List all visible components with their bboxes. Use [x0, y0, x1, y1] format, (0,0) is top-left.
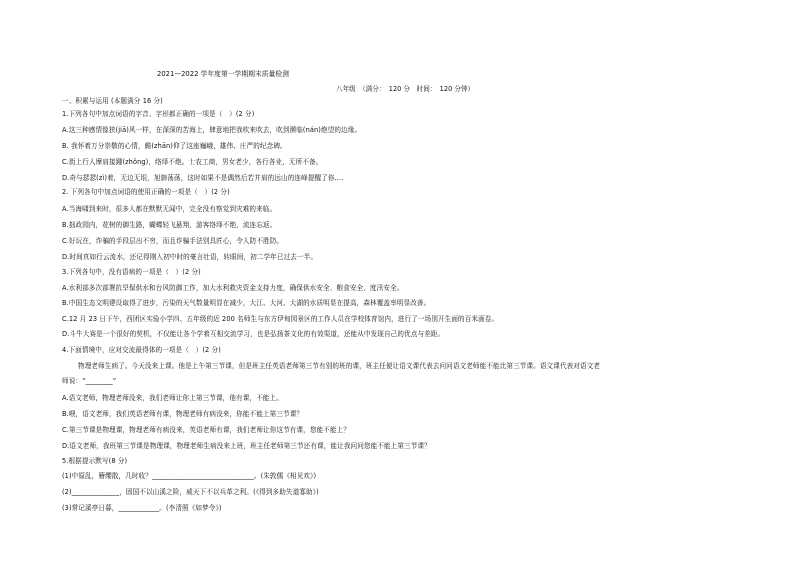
question-2: 2. 下列各句中加点词语的使用正确的一项是（ ）(2 分)	[62, 188, 230, 196]
question-1: 1.下列各句中加点词语的字音、字形都正确的一项是（ ）(2 分)	[62, 110, 255, 118]
q4-context-cont: 师说：“________”	[62, 377, 117, 385]
q4-option-c: C.第三节课是物理课，物理老师有病没来，英语老师有课，我们老师让你这节有课，您能不能上？	[62, 426, 351, 434]
q4-option-b: B.喂，语文老师，我们英语老师有课，物理老师有病没来，你能不能上第三节课？	[62, 410, 304, 418]
q2-option-c: C.好玩在，诈骗的手段层出不穷，而且诈骗手法别具匠心，令人防不胜防。	[62, 237, 284, 245]
q5-item-1: (1)中原乱，簪缨散，几时收？______________________________。(朱敦儒《相见欢》)	[62, 472, 317, 480]
q2-option-d: D.时间真如行云流水，还记得刚入初中时的豪言壮语，转眼间，初二学年已过去一半。	[62, 253, 318, 261]
q2-option-b: B.拙政园内，花树的御生路，蝴蝶轻飞悬翔，游客络绎不绝，流连忘返。	[62, 221, 277, 229]
q1-option-c: C.街上行人摩肩接踵(zhǒng)，络绎不绝。士农工商，男女老少，各行各业，无所不备。	[62, 158, 323, 166]
q5-item-2: (2)______________，固国不以山溪之险，威天下不以兵革之利。(《得到多助失道寡助》)	[62, 488, 319, 496]
q3-option-c: C.12 月 23 日下午，西团区实验小学四、五年级的近 200 名师生与东方伊甸园景区的工作人员在学校体育馆内，进行了一场别开生面的百米画卷。	[62, 315, 499, 323]
q1-option-b: B. 我怀着万分崇敬的心情，瞻(zhān)仰了这座巍峨、雄伟、庄严的纪念碑。	[62, 142, 287, 150]
q3-option-d: D.斗牛大赛是一个很好的契机，不仅能让各个学着互相交流学习，也是弘扬茶文化的有效渠道，还能从中发现自己的优点与差距。	[62, 330, 445, 338]
q2-option-a: A.当海啸到来时，很多人都在默默无闻中，完全没有察觉到灾难的来临。	[62, 205, 277, 213]
q3-option-b: B.中国生态文明建设取得了进步，污染的天气数量明显在减少，大江、大河、大湖的水质明显在提高，森林覆盖率明显改善。	[62, 299, 431, 307]
q1-option-a: A.这三种感情像狭(jiā)风一样，在深深的苦海上，肆意地把我吹来吹去，吹到濒临(nán)绝望的边缘。	[62, 126, 362, 134]
q4-option-a: A.语文老师，物理老师没来，我们老师让你上第三节课，他有课，不能上。	[62, 394, 283, 402]
q4-option-d: D.语文老师，我班第三节课是物理课，物理老师生病没来上班，班主任老师第三节还有课，能让我问问您能不能上第三节课？	[62, 442, 431, 450]
question-3: 3.下列各句中，没有语病的一项是（ ）(2 分)	[62, 268, 201, 276]
q5-item-3: (3)常记溪亭日暮，____________。(李清照《如梦令》)	[62, 504, 222, 512]
question-4: 4.下面情境中，应对交流最得体的一项是（ ）(2 分)	[62, 346, 221, 354]
exam-title: 2021—2022 学年度第一学期期末质量检测	[157, 70, 289, 78]
q1-option-d: D.奇与瑟瑟(zì)着，无边无垠，旭旆荡荡，这时如果不是偶然后若并肩的远山的连峰提醒了你....	[62, 174, 344, 182]
exam-meta: 八年级 （满分： 120 分 时间： 120 分钟）	[336, 85, 475, 93]
q4-context: 物理老师生病了。今天没来上课。他是上午第三节课，但是班主任英语老师第三节有别的班的课，班主任便让语文课代表去问问语文老师能不能比第三节课。语文课代表对语文老	[78, 362, 601, 370]
section-heading: 一、积累与运用 (本题满分 16 分)	[62, 97, 163, 105]
question-5: 5.根据提示默写(8 分)	[62, 457, 128, 465]
q3-option-a: A.水利部多次部署抗旱保供水和台风防御工作，加大水利救灾资金支持力度，确保供水安全、粮食安全、度汛安全。	[62, 284, 404, 292]
